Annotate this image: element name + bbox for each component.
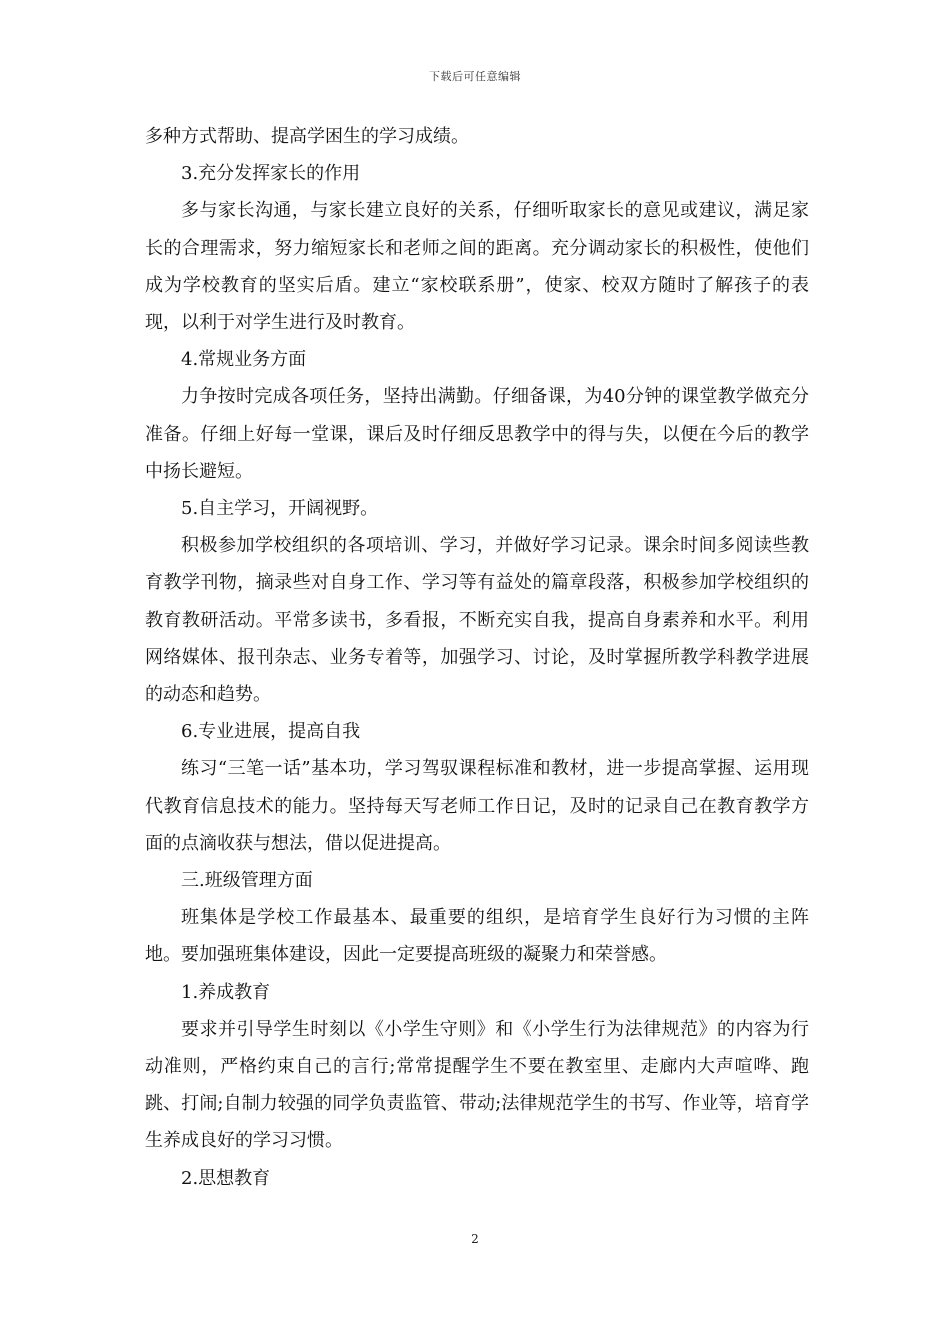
section-heading: 4.常规业务方面 bbox=[181, 349, 307, 371]
paragraph: 多种方式帮助、提高学困生的学习成绩。 bbox=[145, 126, 469, 147]
page-number: 2 bbox=[471, 1232, 479, 1246]
section-heading: 5.自主学习，开阔视野。 bbox=[181, 498, 379, 520]
paragraph: 力争按时完成各项任务，坚持出满勤。仔细备课，为40分钟的课堂教学做充分准备。仔细上好每一堂课，课后及时仔细反思教学中的得与失，以便在今后的教学中扬长避短。 bbox=[145, 386, 809, 482]
section-heading: 2.思想教育 bbox=[181, 1167, 271, 1189]
paragraph: 班集体是学校工作最基本、最重要的组织，是培育学生良好行为习惯的主阵地。要加强班集体建设，因此一定要提高班级的凝聚力和荣誉感。 bbox=[145, 907, 809, 966]
paragraph: 要求并引导学生时刻以《小学生守则》和《小学生行为法律规范》的内容为行动准则，严格约束自己的言行;常常提醒学生不要在教室里、走廊内大声喧哗、跑跳、打闹;自制力较强的同学负责监管、带动;法律规范学生的书写、作业等，培育学生养成良好的学习习惯。 bbox=[145, 1018, 809, 1152]
paragraph: 练习“三笔一话”基本功，学习驾驭课程标准和教材，进一步提高掌握、运用现代教育信息技术的能力。坚持每天写老师工作日记，及时的记录自己在教育教学方面的点滴收获与想法，借以促进提高。 bbox=[145, 758, 809, 854]
paragraph: 多与家长沟通，与家长建立良好的关系，仔细听取家长的意见或建议，满足家长的合理需求，努力缩短家长和老师之间的距离。充分调动家长的积极性，使他们成为学校教育的坚实后盾。建立“家校联系册”，使家、校双方随时了解孩子的表现，以利于对学生进行及时教育。 bbox=[145, 200, 809, 334]
document-body bbox=[145, 118, 809, 1197]
section-heading: 3.充分发挥家长的作用 bbox=[181, 163, 361, 185]
section-heading: 6.专业进展，提高自我 bbox=[181, 721, 361, 743]
paragraph: 积极参加学校组织的各项培训、学习，并做好学习记录。课余时间多阅读些教育教学刊物，摘录些对自身工作、学习等有益处的篇章段落，积极参加学校组织的教育教研活动。平常多读书，多看报，不断充实自我，提高自身素养和水平。利用网络媒体、报刊杂志、业务专着等，加强学习、讨论，及时掌握所教学科教学进展的动态和趋势。 bbox=[145, 535, 809, 706]
section-heading: 三.班级管理方面 bbox=[181, 870, 313, 892]
page-header: 下载后可任意编辑 bbox=[429, 70, 521, 83]
section-heading: 1.养成教育 bbox=[181, 981, 271, 1003]
